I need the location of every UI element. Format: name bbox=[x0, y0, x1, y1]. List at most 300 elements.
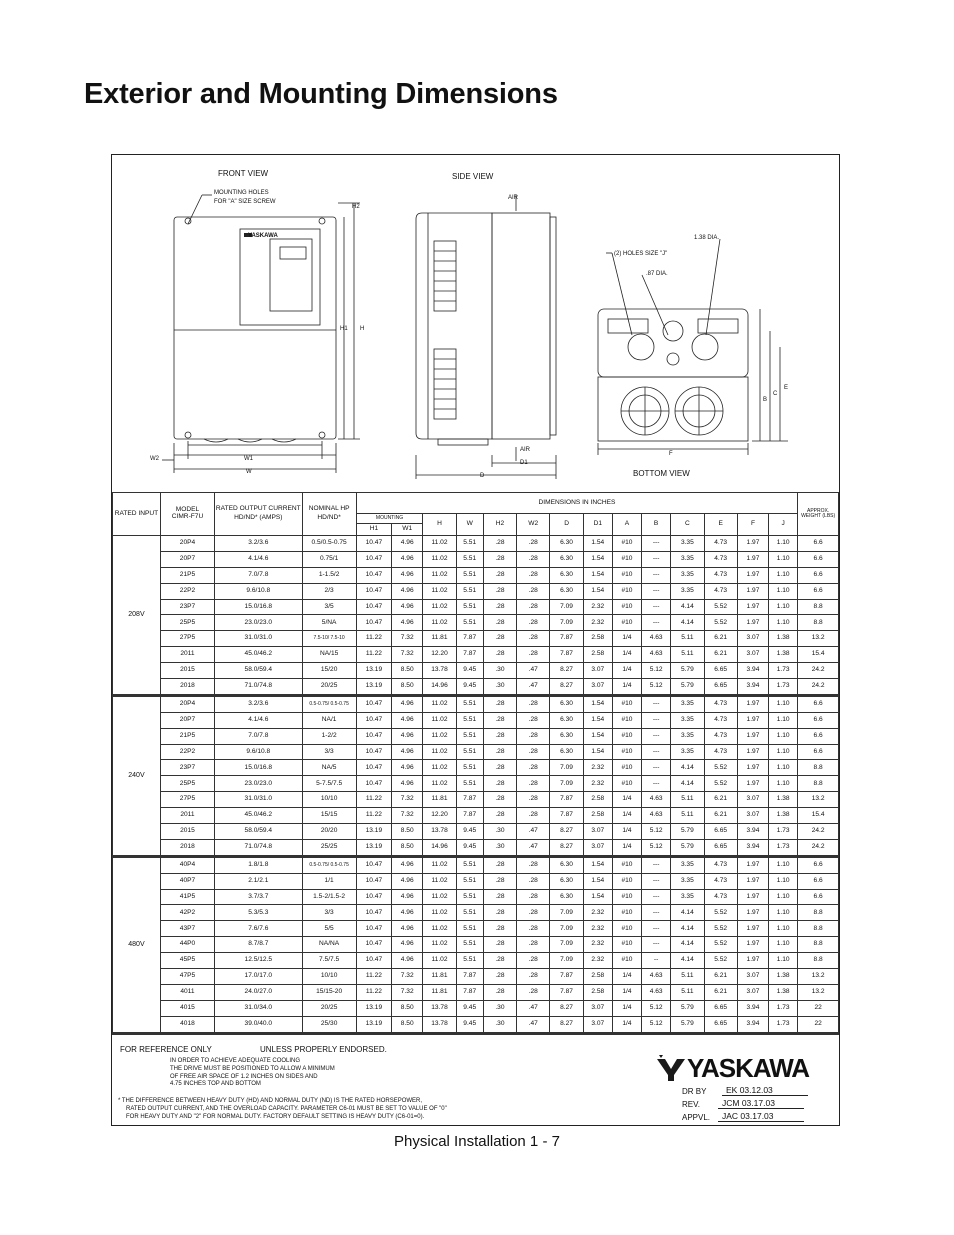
table-cell: 1.73 bbox=[769, 824, 798, 840]
table-cell: 4.73 bbox=[704, 728, 737, 744]
table-cell: 4.63 bbox=[642, 984, 671, 1000]
table-cell: 13.78 bbox=[423, 1016, 456, 1033]
table-cell: 1.10 bbox=[769, 889, 798, 905]
table-cell: 1.54 bbox=[583, 873, 612, 889]
table-cell: 2011 bbox=[160, 647, 214, 663]
table-cell: .30 bbox=[483, 839, 516, 856]
table-cell: 5.52 bbox=[704, 599, 737, 615]
table-cell: 24.2 bbox=[798, 824, 839, 840]
table-cell: 12.5/12.5 bbox=[215, 953, 302, 969]
table-cell: 13.19 bbox=[356, 679, 391, 696]
table-cell: 2.58 bbox=[583, 792, 612, 808]
table-cell: .28 bbox=[517, 744, 550, 760]
table-cell: 6.21 bbox=[704, 969, 737, 985]
table-cell: 15/15 bbox=[302, 808, 356, 824]
air-top-label: AIR bbox=[508, 195, 519, 201]
table-cell: 11.81 bbox=[423, 969, 456, 985]
table-cell: --- bbox=[642, 873, 671, 889]
table-cell: 1.54 bbox=[583, 744, 612, 760]
table-cell: 1.97 bbox=[737, 583, 768, 599]
table-cell: 3.94 bbox=[737, 663, 768, 679]
table-cell: .28 bbox=[483, 615, 516, 631]
table-cell: --- bbox=[642, 921, 671, 937]
table-cell: 58.0/59.4 bbox=[215, 663, 302, 679]
sheet-footer bbox=[112, 1042, 839, 1125]
appvl-value: JAC 03.17.03 bbox=[718, 1111, 804, 1122]
yaskawa-logo bbox=[657, 1054, 809, 1082]
table-cell: 6.21 bbox=[704, 984, 737, 1000]
table-row bbox=[113, 792, 839, 808]
table-cell: 4.14 bbox=[671, 599, 704, 615]
table-cell: 9.45 bbox=[456, 1016, 483, 1033]
table-cell: 5.11 bbox=[671, 984, 704, 1000]
table-cell: 1.10 bbox=[769, 599, 798, 615]
table-cell: .28 bbox=[517, 536, 550, 552]
table-cell: 31.0/31.0 bbox=[215, 792, 302, 808]
table-cell: 20/25 bbox=[302, 679, 356, 696]
table-cell: 12.20 bbox=[423, 808, 456, 824]
table-cell: --- bbox=[642, 567, 671, 583]
table-cell: .28 bbox=[517, 695, 550, 712]
table-cell: 25P5 bbox=[160, 776, 214, 792]
table-cell: 31.0/34.0 bbox=[215, 1000, 302, 1016]
table-cell: .28 bbox=[483, 695, 516, 712]
table-row bbox=[113, 679, 839, 696]
table-cell: #10 bbox=[612, 536, 641, 552]
table-cell: 22 bbox=[798, 1000, 839, 1016]
table-cell: 4011 bbox=[160, 984, 214, 1000]
table-cell: 6.65 bbox=[704, 1000, 737, 1016]
table-cell: 10/10 bbox=[302, 792, 356, 808]
cooling-note: IN ORDER TO ACHIEVE ADEQUATE COOLING THE DRIVE MUST BE POSITIONED TO ALLOW A MINIMUM OF FREE AIR SPACE OF 1.2 INCHES ON SIDES AND 4.75 INCHES TOP AND BOTTOM bbox=[170, 1058, 335, 1088]
table-cell: 39.0/40.0 bbox=[215, 1016, 302, 1033]
table-cell: 4.96 bbox=[392, 744, 423, 760]
table-cell: .30 bbox=[483, 1016, 516, 1033]
table-cell: 11.02 bbox=[423, 921, 456, 937]
dim-w2: W2 bbox=[150, 456, 159, 462]
table-cell: 3/3 bbox=[302, 744, 356, 760]
table-cell: 1.54 bbox=[583, 695, 612, 712]
table-cell: .28 bbox=[483, 744, 516, 760]
table-cell: 4.96 bbox=[392, 937, 423, 953]
table-cell: 15.0/16.8 bbox=[215, 599, 302, 615]
table-cell: 11.02 bbox=[423, 905, 456, 921]
table-cell: 0.5-0.75/ 0.5-0.75 bbox=[302, 856, 356, 873]
table-cell: 4015 bbox=[160, 1000, 214, 1016]
dim-w: W bbox=[246, 469, 252, 475]
table-cell: 2.58 bbox=[583, 808, 612, 824]
table-cell: 5.51 bbox=[456, 695, 483, 712]
table-cell: 1.38 bbox=[769, 647, 798, 663]
table-cell: 6.6 bbox=[798, 873, 839, 889]
table-cell: 11.02 bbox=[423, 873, 456, 889]
table-cell: 6.30 bbox=[550, 889, 583, 905]
table-cell: 0.5/0.5-0.75 bbox=[302, 536, 356, 552]
table-cell: 3.94 bbox=[737, 679, 768, 696]
table-cell: 1.10 bbox=[769, 744, 798, 760]
table-cell: 7.09 bbox=[550, 760, 583, 776]
table-cell: 2.58 bbox=[583, 984, 612, 1000]
table-cell: 11.02 bbox=[423, 953, 456, 969]
table-cell: 11.22 bbox=[356, 969, 391, 985]
table-cell: 2.32 bbox=[583, 599, 612, 615]
table-cell: 5.52 bbox=[704, 905, 737, 921]
table-cell: #10 bbox=[612, 953, 641, 969]
header-col-f: F bbox=[737, 514, 768, 536]
table-cell: 5.79 bbox=[671, 663, 704, 679]
table-cell: 1.10 bbox=[769, 873, 798, 889]
table-cell: 4.73 bbox=[704, 695, 737, 712]
table-cell: 20P7 bbox=[160, 551, 214, 567]
table-cell: 10.47 bbox=[356, 937, 391, 953]
table-cell: 5.51 bbox=[456, 536, 483, 552]
table-cell: 2.1/2.1 bbox=[215, 873, 302, 889]
dim-h: H bbox=[360, 326, 365, 332]
table-cell: 4.96 bbox=[392, 599, 423, 615]
duty-note: * THE DIFFERENCE BETWEEN HEAVY DUTY (HD) AND NORMAL DUTY (ND) IS THE RATED HORSEPOWER, RATED OUTPUT CURRENT, AND THE OVERLOAD CAPACITY. PARAMETER C6-01 MUST BE SET TO VALUE OF "0" FOR HEAVY DUTY AND "2" FOR NORMAL DUTY. FACTORY DEFAULT SETTING IS HEAVY DUTY (C6-01=0). bbox=[118, 1098, 447, 1120]
table-cell: 10.47 bbox=[356, 921, 391, 937]
table-cell: 4.63 bbox=[642, 969, 671, 985]
table-cell: 3.2/3.6 bbox=[215, 536, 302, 552]
table-cell: 41P5 bbox=[160, 889, 214, 905]
table-cell: 9.45 bbox=[456, 679, 483, 696]
table-cell: .30 bbox=[483, 824, 516, 840]
table-cell: 23P7 bbox=[160, 599, 214, 615]
table-cell: 4.73 bbox=[704, 536, 737, 552]
table-cell: 6.30 bbox=[550, 856, 583, 873]
table-cell: 71.0/74.8 bbox=[215, 679, 302, 696]
table-cell: 1/4 bbox=[612, 663, 641, 679]
table-cell: 1.5-2/1.5-2 bbox=[302, 889, 356, 905]
table-cell: 5.52 bbox=[704, 760, 737, 776]
table-cell: #10 bbox=[612, 695, 641, 712]
table-cell: .28 bbox=[483, 647, 516, 663]
table-cell: 1.10 bbox=[769, 551, 798, 567]
table-cell: 10.47 bbox=[356, 905, 391, 921]
table-cell: 27P5 bbox=[160, 792, 214, 808]
header-col-d1: D1 bbox=[583, 514, 612, 536]
table-cell: 1.10 bbox=[769, 712, 798, 728]
table-cell: 10.47 bbox=[356, 873, 391, 889]
table-cell: 7.09 bbox=[550, 599, 583, 615]
table-cell: 5.51 bbox=[456, 776, 483, 792]
table-cell: 3.07 bbox=[583, 839, 612, 856]
table-cell: 4.73 bbox=[704, 583, 737, 599]
table-cell: 7.87 bbox=[456, 792, 483, 808]
table-cell: 10.47 bbox=[356, 744, 391, 760]
table-cell: .28 bbox=[483, 953, 516, 969]
table-cell: 1/4 bbox=[612, 679, 641, 696]
table-cell: 7.32 bbox=[392, 969, 423, 985]
table-cell: 5.3/5.3 bbox=[215, 905, 302, 921]
table-cell: 7.0/7.8 bbox=[215, 567, 302, 583]
table-row bbox=[113, 824, 839, 840]
table-cell: 3.35 bbox=[671, 728, 704, 744]
table-cell: 1/4 bbox=[612, 984, 641, 1000]
table-cell: .28 bbox=[517, 937, 550, 953]
table-cell: 8.7/8.7 bbox=[215, 937, 302, 953]
table-cell: 8.8 bbox=[798, 953, 839, 969]
table-cell: 4.96 bbox=[392, 889, 423, 905]
table-cell: 5.52 bbox=[704, 776, 737, 792]
table-cell: 1/4 bbox=[612, 1000, 641, 1016]
table-cell: 10.47 bbox=[356, 776, 391, 792]
header-dimensions: DIMENSIONS IN INCHES bbox=[356, 493, 798, 514]
dim-d: D bbox=[480, 473, 485, 479]
table-cell: 40P4 bbox=[160, 856, 214, 873]
table-cell: 8.27 bbox=[550, 1000, 583, 1016]
table-cell: --- bbox=[642, 583, 671, 599]
table-cell: 1.10 bbox=[769, 937, 798, 953]
table-cell: 3.07 bbox=[737, 984, 768, 1000]
table-cell: 3.35 bbox=[671, 583, 704, 599]
table-cell: 11.22 bbox=[356, 792, 391, 808]
table-cell: 9.45 bbox=[456, 1000, 483, 1016]
dimensions-table bbox=[112, 492, 839, 1035]
table-row bbox=[113, 712, 839, 728]
table-cell: 1/4 bbox=[612, 839, 641, 856]
table-cell: 5.12 bbox=[642, 1000, 671, 1016]
table-cell: 10.47 bbox=[356, 551, 391, 567]
unless-endorsed: UNLESS PROPERLY ENDORSED. bbox=[260, 1045, 387, 1054]
table-cell: 5.79 bbox=[671, 679, 704, 696]
drawing-sheet bbox=[111, 154, 840, 1126]
table-cell: 6.30 bbox=[550, 712, 583, 728]
table-cell: 6.6 bbox=[798, 889, 839, 905]
header-col-w: W bbox=[456, 514, 483, 536]
table-cell: 2018 bbox=[160, 839, 214, 856]
dim-c: C bbox=[773, 391, 778, 397]
table-cell: .28 bbox=[517, 551, 550, 567]
table-cell: 3.35 bbox=[671, 712, 704, 728]
table-cell: .28 bbox=[483, 969, 516, 985]
table-cell: 13.19 bbox=[356, 839, 391, 856]
table-row bbox=[113, 647, 839, 663]
table-cell: .28 bbox=[483, 808, 516, 824]
table-cell: 15.0/16.8 bbox=[215, 760, 302, 776]
table-cell: 4.14 bbox=[671, 953, 704, 969]
table-cell: 11.02 bbox=[423, 615, 456, 631]
table-cell: 8.8 bbox=[798, 615, 839, 631]
table-cell: 1.97 bbox=[737, 889, 768, 905]
table-cell: 27P5 bbox=[160, 631, 214, 647]
table-cell: 1.97 bbox=[737, 695, 768, 712]
table-cell: 6.6 bbox=[798, 856, 839, 873]
table-cell: 1/4 bbox=[612, 647, 641, 663]
table-cell: 8.8 bbox=[798, 905, 839, 921]
table-cell: .47 bbox=[517, 839, 550, 856]
table-cell: 7.87 bbox=[456, 647, 483, 663]
table-cell: 11.02 bbox=[423, 551, 456, 567]
table-cell: 47P5 bbox=[160, 969, 214, 985]
table-cell: 31.0/31.0 bbox=[215, 631, 302, 647]
table-cell: .28 bbox=[517, 567, 550, 583]
table-cell: 24.2 bbox=[798, 839, 839, 856]
table-cell: 1/4 bbox=[612, 969, 641, 985]
table-cell: 1.73 bbox=[769, 679, 798, 696]
table-cell: 1.38 bbox=[769, 808, 798, 824]
table-cell: 9.6/10.8 bbox=[215, 583, 302, 599]
table-cell: 5.11 bbox=[671, 792, 704, 808]
table-cell: 5.51 bbox=[456, 712, 483, 728]
table-cell: 1.73 bbox=[769, 663, 798, 679]
table-cell: --- bbox=[642, 744, 671, 760]
table-cell: 4.1/4.6 bbox=[215, 551, 302, 567]
table-row bbox=[113, 921, 839, 937]
table-cell: 8.8 bbox=[798, 921, 839, 937]
table-cell: 58.0/59.4 bbox=[215, 824, 302, 840]
table-cell: .28 bbox=[517, 873, 550, 889]
table-cell: 5.51 bbox=[456, 873, 483, 889]
table-cell: #10 bbox=[612, 744, 641, 760]
table-cell: .28 bbox=[517, 776, 550, 792]
header-mounting: MOUNTING bbox=[356, 514, 423, 524]
table-cell: 8.27 bbox=[550, 1016, 583, 1033]
table-cell: 3.07 bbox=[583, 679, 612, 696]
table-cell: #10 bbox=[612, 760, 641, 776]
table-cell: 4.96 bbox=[392, 953, 423, 969]
header-col-d: D bbox=[550, 514, 583, 536]
table-cell: 15/15-20 bbox=[302, 984, 356, 1000]
table-cell: 1.54 bbox=[583, 567, 612, 583]
table-cell: --- bbox=[642, 615, 671, 631]
table-cell: --- bbox=[642, 760, 671, 776]
table-cell: --- bbox=[642, 536, 671, 552]
table-cell: 11.02 bbox=[423, 567, 456, 583]
table-cell: 8.50 bbox=[392, 839, 423, 856]
table-cell: .28 bbox=[483, 599, 516, 615]
table-cell: 4.63 bbox=[642, 647, 671, 663]
table-cell: 1.38 bbox=[769, 792, 798, 808]
table-cell: 2.32 bbox=[583, 921, 612, 937]
table-cell: 4.96 bbox=[392, 695, 423, 712]
table-row bbox=[113, 776, 839, 792]
table-cell: 6.21 bbox=[704, 631, 737, 647]
table-cell: 24.0/27.0 bbox=[215, 984, 302, 1000]
table-cell: --- bbox=[642, 551, 671, 567]
table-cell: 11.22 bbox=[356, 647, 391, 663]
table-cell: 3.07 bbox=[737, 631, 768, 647]
table-cell: 9.45 bbox=[456, 839, 483, 856]
table-cell: .28 bbox=[483, 551, 516, 567]
page-title: Exterior and Mounting Dimensions bbox=[84, 78, 558, 110]
table-cell: 7.87 bbox=[456, 631, 483, 647]
table-cell: 1.97 bbox=[737, 776, 768, 792]
table-cell: 7.87 bbox=[550, 631, 583, 647]
table-cell: 1.97 bbox=[737, 937, 768, 953]
table-cell: NA/1 bbox=[302, 712, 356, 728]
table-cell: 1.97 bbox=[737, 712, 768, 728]
table-cell: 2.32 bbox=[583, 905, 612, 921]
table-cell: 6.21 bbox=[704, 647, 737, 663]
table-cell: 1.97 bbox=[737, 921, 768, 937]
table-cell: 6.21 bbox=[704, 808, 737, 824]
table-cell: 10.47 bbox=[356, 712, 391, 728]
table-cell: NA/15 bbox=[302, 647, 356, 663]
table-cell: .30 bbox=[483, 663, 516, 679]
table-cell: #10 bbox=[612, 937, 641, 953]
table-cell: 21P5 bbox=[160, 728, 214, 744]
header-weight: APPROX. WEIGHT (LBS) bbox=[798, 493, 839, 536]
table-cell: 1.54 bbox=[583, 536, 612, 552]
table-cell: 4.14 bbox=[671, 921, 704, 937]
table-row bbox=[113, 663, 839, 679]
table-cell: 6.65 bbox=[704, 1016, 737, 1033]
table-cell: 11.22 bbox=[356, 984, 391, 1000]
table-cell: 11.81 bbox=[423, 792, 456, 808]
table-cell: 11.81 bbox=[423, 984, 456, 1000]
table-cell: .28 bbox=[517, 792, 550, 808]
table-cell: 3.94 bbox=[737, 1000, 768, 1016]
table-cell: 5.12 bbox=[642, 824, 671, 840]
table-cell: 5.79 bbox=[671, 824, 704, 840]
table-cell: 1.10 bbox=[769, 536, 798, 552]
header-col-j: J bbox=[769, 514, 798, 536]
table-cell: 1-2/2 bbox=[302, 728, 356, 744]
table-cell: 20P4 bbox=[160, 536, 214, 552]
table-cell: 20P7 bbox=[160, 712, 214, 728]
table-cell: 15.4 bbox=[798, 647, 839, 663]
table-cell: 15.4 bbox=[798, 808, 839, 824]
table-cell: 1.38 bbox=[769, 984, 798, 1000]
table-cell: 7.09 bbox=[550, 776, 583, 792]
table-cell: 5.51 bbox=[456, 921, 483, 937]
dimensions-table-body bbox=[113, 536, 839, 1034]
table-cell: #10 bbox=[612, 712, 641, 728]
table-cell: 1.97 bbox=[737, 536, 768, 552]
table-cell: #10 bbox=[612, 583, 641, 599]
header-col-e: E bbox=[704, 514, 737, 536]
table-cell: 25/30 bbox=[302, 1016, 356, 1033]
table-cell: .28 bbox=[517, 712, 550, 728]
table-cell: .28 bbox=[517, 969, 550, 985]
table-cell: 6.30 bbox=[550, 583, 583, 599]
table-cell: 7.0/7.8 bbox=[215, 728, 302, 744]
table-cell: 1/4 bbox=[612, 808, 641, 824]
appvl-label: APPVL. bbox=[682, 1113, 711, 1122]
table-cell: 1.10 bbox=[769, 567, 798, 583]
table-cell: 3.35 bbox=[671, 873, 704, 889]
table-cell: 1/4 bbox=[612, 1016, 641, 1033]
table-cell: 2015 bbox=[160, 824, 214, 840]
table-cell: .28 bbox=[483, 536, 516, 552]
table-cell: 13.2 bbox=[798, 792, 839, 808]
table-cell: 23P7 bbox=[160, 760, 214, 776]
table-cell: 5.51 bbox=[456, 583, 483, 599]
table-cell: 6.30 bbox=[550, 728, 583, 744]
table-cell: 13.78 bbox=[423, 1000, 456, 1016]
table-cell: 5.51 bbox=[456, 551, 483, 567]
yaskawa-mark-icon bbox=[657, 1055, 687, 1081]
table-cell: -- bbox=[642, 953, 671, 969]
table-cell: 4.96 bbox=[392, 567, 423, 583]
table-cell: 6.30 bbox=[550, 567, 583, 583]
table-cell: 25P5 bbox=[160, 615, 214, 631]
table-cell: .28 bbox=[483, 873, 516, 889]
table-cell: #10 bbox=[612, 551, 641, 567]
table-cell: --- bbox=[642, 695, 671, 712]
table-cell: 5.51 bbox=[456, 889, 483, 905]
table-cell: 45P5 bbox=[160, 953, 214, 969]
table-cell: 4.14 bbox=[671, 615, 704, 631]
table-cell: 2.32 bbox=[583, 937, 612, 953]
table-cell: 1.97 bbox=[737, 760, 768, 776]
table-cell: 7.32 bbox=[392, 792, 423, 808]
table-cell: 9.6/10.8 bbox=[215, 744, 302, 760]
table-cell: 8.50 bbox=[392, 679, 423, 696]
table-cell: 3.2/3.6 bbox=[215, 695, 302, 712]
table-cell: 5.79 bbox=[671, 1016, 704, 1033]
